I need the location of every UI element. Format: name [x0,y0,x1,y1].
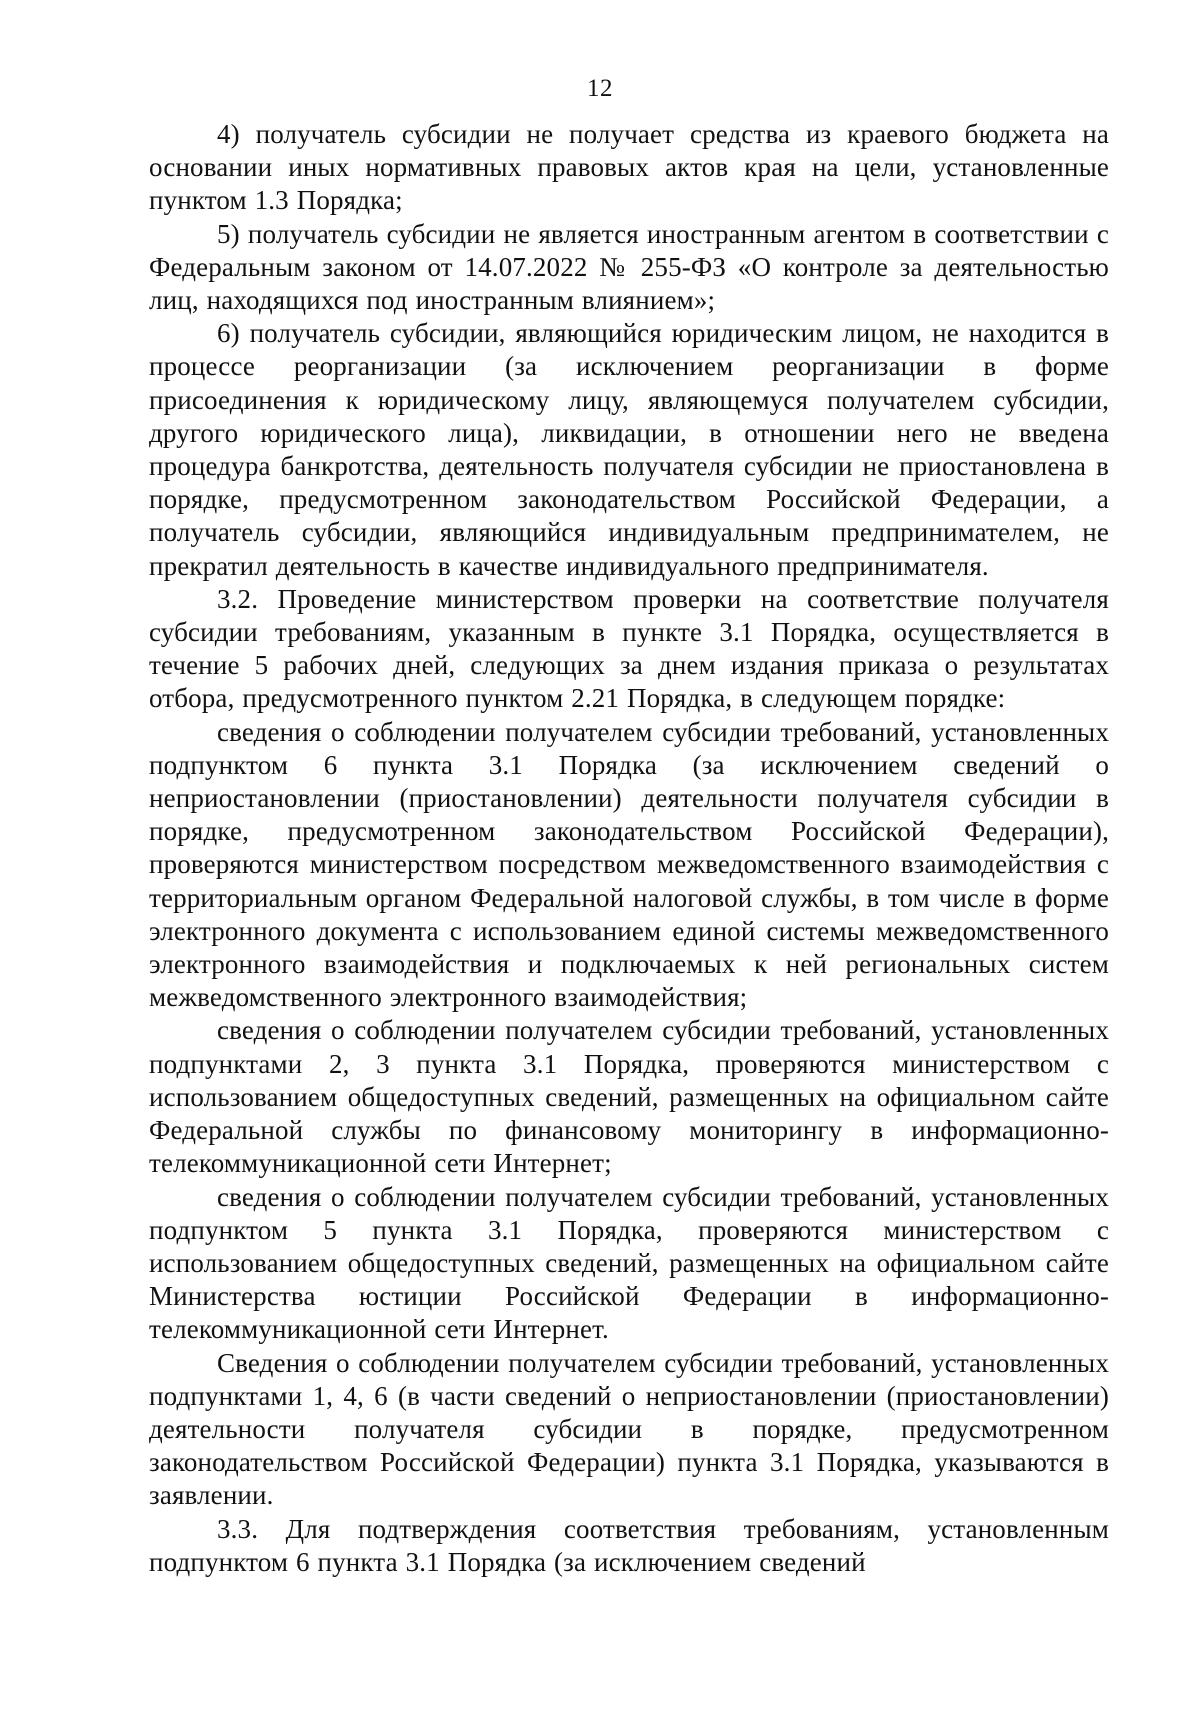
page-number: 12 [587,75,613,102]
paragraph-subitem-6: 6) получатель субсидии, являющийся юридическим лицом, не находится в процессе реорганизации (за исключением реорганизации в форме присоединения к юридическому лицу, являющемуся получателем субсидии, другого юридического лица), ликвидации, в отношении него не введена процедура банкротства, деятельность получателя субсидии не приостановлена в порядке, предусмотренном законодательством Российской Федерации, а получатель субсидии, являющийся индивидуальным предпринимателем, не прекратил деятельность в качестве индивидуального предпринимателя. [149,318,1109,581]
paragraph-subitem-5: 5) получатель субсидии не является иностранным агентом в соответствии с Федеральным законом от 14.07.2022 № 255-ФЗ «О контроле за деятельностью лиц, находящихся под иностранным влиянием»; [149,218,1109,316]
paragraph-check-subitem-6: сведения о соблюдении получателем субсидии требований, установленных подпунктом 6 пункта 3.1 Порядка (за исключением сведений о неприостановлении (приостановлении) деятельности получателя субсидии в порядке, предусмотренном законодательством Российской Федерации), проверяются министерством посредством межведомственного взаимодействия с территориальным органом Федеральной налоговой службы, в том числе в форме электронного документа с использованием единой системы межведомственного электронного взаимодействия и подключаемых к ней региональных систем межведомственного электронного взаимодействия; [149,716,1109,1013]
paragraph-section-3-2: 3.2. Проведение министерством проверки на соответствие получателя субсидии требованиям, указанным в пункте 3.1 Порядка, осуществляется в течение 5 рабочих дней, следующих за днем издания приказа о результатах отбора, предусмотренного пунктом 2.21 Порядка, в следующем порядке: [149,583,1109,714]
paragraph-check-subitems-2-3: сведения о соблюдении получателем субсидии требований, установленных подпунктами 2, 3 пункта 3.1 Порядка, проверяются министерством с использованием общедоступных сведений, размещенных на официальном сайте Федеральной службы по финансовому мониторингу в информационно-телекоммуникационной сети Интернет; [149,1015,1109,1179]
paragraph-subitem-4: 4) получатель субсидии не получает средства из краевого бюджета на основании иных нормативных правовых актов края на цели, установленные пунктом 1.3 Порядка; [149,119,1109,216]
document-body [149,118,1109,1579]
paragraph-application-info: Сведения о соблюдении получателем субсидии требований, установленных подпунктами 1, 4, 6 (в части сведений о неприостановлении (приостановлении) деятельности получателя субсидии в порядке, предусмотренном законодательством Российской Федерации) пункта 3.1 Порядка, указываются в заявлении. [149,1347,1109,1511]
paragraph-section-3-3: 3.3. Для подтверждения соответствия требованиям, установленным подпунктом 6 пункта 3.1 Порядка (за исключением сведений [149,1513,1109,1577]
paragraph-check-subitem-5: сведения о соблюдении получателем субсидии требований, установленных подпунктом 5 пункта 3.1 Порядка, проверяются министерством с использованием общедоступных сведений, размещенных на официальном сайте Министерства юстиции Российской Федерации в информационно-телекоммуникационной сети Интернет. [149,1181,1109,1345]
